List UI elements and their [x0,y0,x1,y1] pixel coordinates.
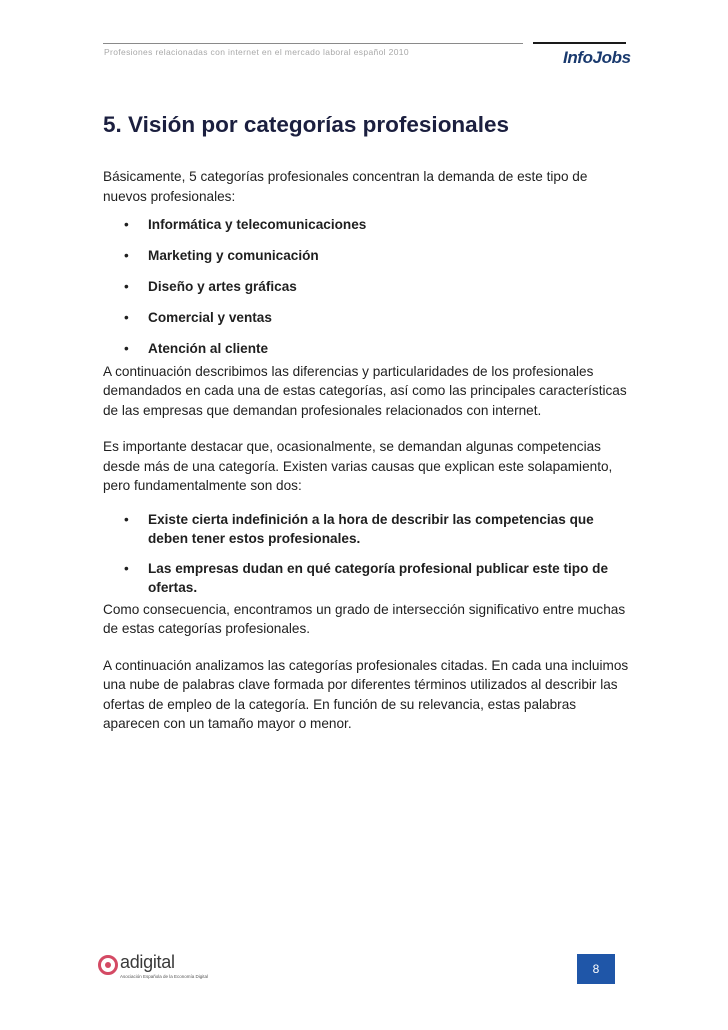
categories-list [103,215,629,359]
infojobs-logo: InfoJobs [563,48,631,67]
list-item: • Diseño y artes gráficas [103,277,629,297]
paragraph-word-cloud: A continuación analizamos las categorías profesionales citadas. En cada una incluimos una nube de palabras clave formada por diferentes términos utilizados al describir las ofertas de empleo de la categoría. En función de su relevancia, estas palabras aparecen con un tamaño mayor o menor. [103,657,629,732]
list-item: • Existe cierta indefinición a la hora de describir las competencias que deben tener estos profesionales. [124,511,594,547]
list-item: • Atención al cliente [103,339,629,359]
list-item: • Las empresas dudan en qué categoría profesional publicar este tipo de ofertas. [124,560,609,596]
adigital-logo [98,952,218,982]
section-title: 5. Visión por categorías profesionales [103,112,509,137]
list-item: • Informática y telecomunicaciones [103,215,629,235]
bullet-icon: • [124,341,129,357]
bullet-icon: • [124,248,129,264]
list-item: • Comercial y ventas [103,308,629,328]
paragraph-overlap: Es importante destacar que, ocasionalmente, se demandan algunas competencias desde más de una categoría. Existen varias causas que explican este solapamiento, pero fundamentalmente son dos: [103,439,613,494]
body-content [103,167,629,734]
bullet-icon: • [124,310,129,326]
list-item: • Marketing y comunicación [103,246,629,266]
paragraph-differences: A continuación describimos las diferencias y particularidades de los profesionales demandados en cada una de estas categorías, así como las principales características de las empresas que demandan profesionales relacionados con internet. [103,363,627,418]
reasons-list [103,510,629,598]
bullet-icon: • [124,279,129,295]
header-rule [103,43,523,44]
paragraph-consequence: Como consecuencia, encontramos un grado de intersección significativo entre muchas de estas categorías profesionales. [103,601,626,637]
header-rule-accent [533,42,626,44]
bullet-icon: • [124,217,129,232]
adigital-wordmark: adigital [120,952,175,972]
running-header: Profesiones relacionadas con internet en el mercado laboral español 2010 [104,47,409,57]
adigital-mark-icon [98,955,118,975]
adigital-subtitle: Asociación Española de la Economía Digital [120,974,209,979]
bullet-icon: • [124,511,129,527]
bullet-icon: • [124,560,129,576]
page-number-badge: 8 [577,954,615,984]
intro-paragraph: Básicamente, 5 categorías profesionales concentran la demanda de este tipo de nuevos profesionales: [103,169,588,204]
